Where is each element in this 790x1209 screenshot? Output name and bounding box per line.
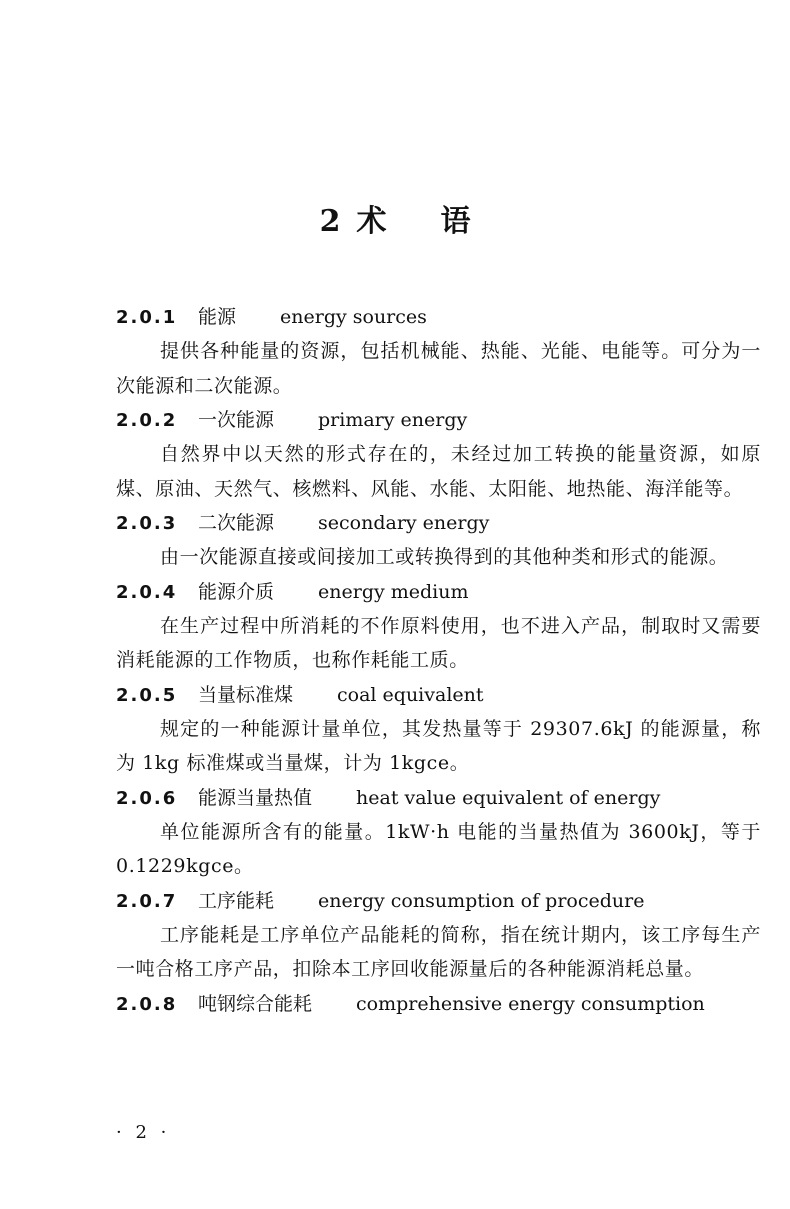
term-definition: 在生产过程中所消耗的不作原料使用，也不进入产品，制取时又需要消耗能源的工作物质，也称作耗能工质。 [116, 614, 761, 671]
term-number: 2.0.8 [116, 993, 178, 1015]
term-entry [116, 781, 761, 884]
chapter-title-char-1: 术 [356, 204, 387, 239]
term-heading [116, 506, 761, 540]
term-entry [116, 506, 761, 575]
term-heading [116, 575, 761, 609]
term-number: 2.0.5 [116, 684, 178, 706]
term-heading [116, 781, 761, 815]
term-chinese-name: 工序能耗 [198, 889, 275, 912]
term-definition: 工序能耗是工序单位产品能耗的简称，指在统计期内，该工序每生产一吨合格工序产品，扣除本工序回收能源量后的各种能源消耗总量。 [116, 923, 761, 980]
term-english-name: energy sources [280, 306, 427, 328]
term-number: 2.0.7 [116, 890, 178, 912]
chapter-title-char-2: 语 [440, 204, 471, 239]
term-chinese-name: 吨钢综合能耗 [198, 992, 313, 1015]
term-definition: 提供各种能量的资源，包括机械能、热能、光能、电能等。可分为一次能源和二次能源。 [116, 340, 761, 397]
term-entry [116, 300, 761, 403]
chapter-title [0, 196, 790, 240]
term-chinese-name: 能源介质 [198, 580, 275, 603]
term-english-name: heat value equivalent of energy [356, 786, 661, 809]
term-english-name: energy consumption of procedure [318, 889, 645, 912]
term-definition: 自然界中以天然的形式存在的，未经过加工转换的能量资源，如原煤、原油、天然气、核燃料、风能、水能、太阳能、地热能、海洋能等。 [116, 443, 761, 500]
term-chinese-name: 一次能源 [198, 409, 275, 431]
term-entry [116, 403, 761, 506]
term-number: 2.0.2 [116, 410, 178, 431]
term-heading [116, 678, 761, 712]
term-heading [116, 300, 761, 334]
term-definition: 单位能源所含有的能量。1kW·h 电能的当量热值为 3600kJ，等于 0.1229kgce。 [116, 820, 761, 877]
term-entry [116, 987, 761, 1021]
page-number: · 2 · [116, 1122, 171, 1143]
term-chinese-name: 当量标准煤 [198, 683, 294, 706]
term-number: 2.0.4 [116, 581, 178, 603]
term-heading [116, 884, 761, 918]
term-chinese-name: 能源 [198, 306, 237, 328]
chapter-number: 2 [319, 204, 341, 239]
term-entry [116, 678, 761, 781]
term-chinese-name: 二次能源 [198, 512, 275, 534]
term-definition: 规定的一种能源计量单位，其发热量等于 29307.6kJ 的能源量，称为 1kg 标准煤或当量煤，计为 1kgce。 [116, 717, 761, 774]
term-number: 2.0.6 [116, 787, 178, 809]
term-heading [116, 987, 761, 1021]
term-chinese-name: 能源当量热值 [198, 786, 313, 809]
term-definition: 由一次能源直接或间接加工或转换得到的其他种类和形式的能源。 [160, 546, 729, 568]
term-english-name: energy medium [318, 580, 469, 603]
term-english-name: primary energy [318, 409, 468, 431]
term-english-name: coal equivalent [337, 683, 484, 706]
term-english-name: secondary energy [318, 512, 490, 534]
term-number: 2.0.1 [116, 307, 178, 328]
term-heading [116, 403, 761, 437]
term-english-name: comprehensive energy consumption [356, 992, 705, 1015]
terms-list [116, 300, 761, 1021]
term-entry [116, 884, 761, 987]
term-entry [116, 575, 761, 678]
term-number: 2.0.3 [116, 513, 178, 534]
